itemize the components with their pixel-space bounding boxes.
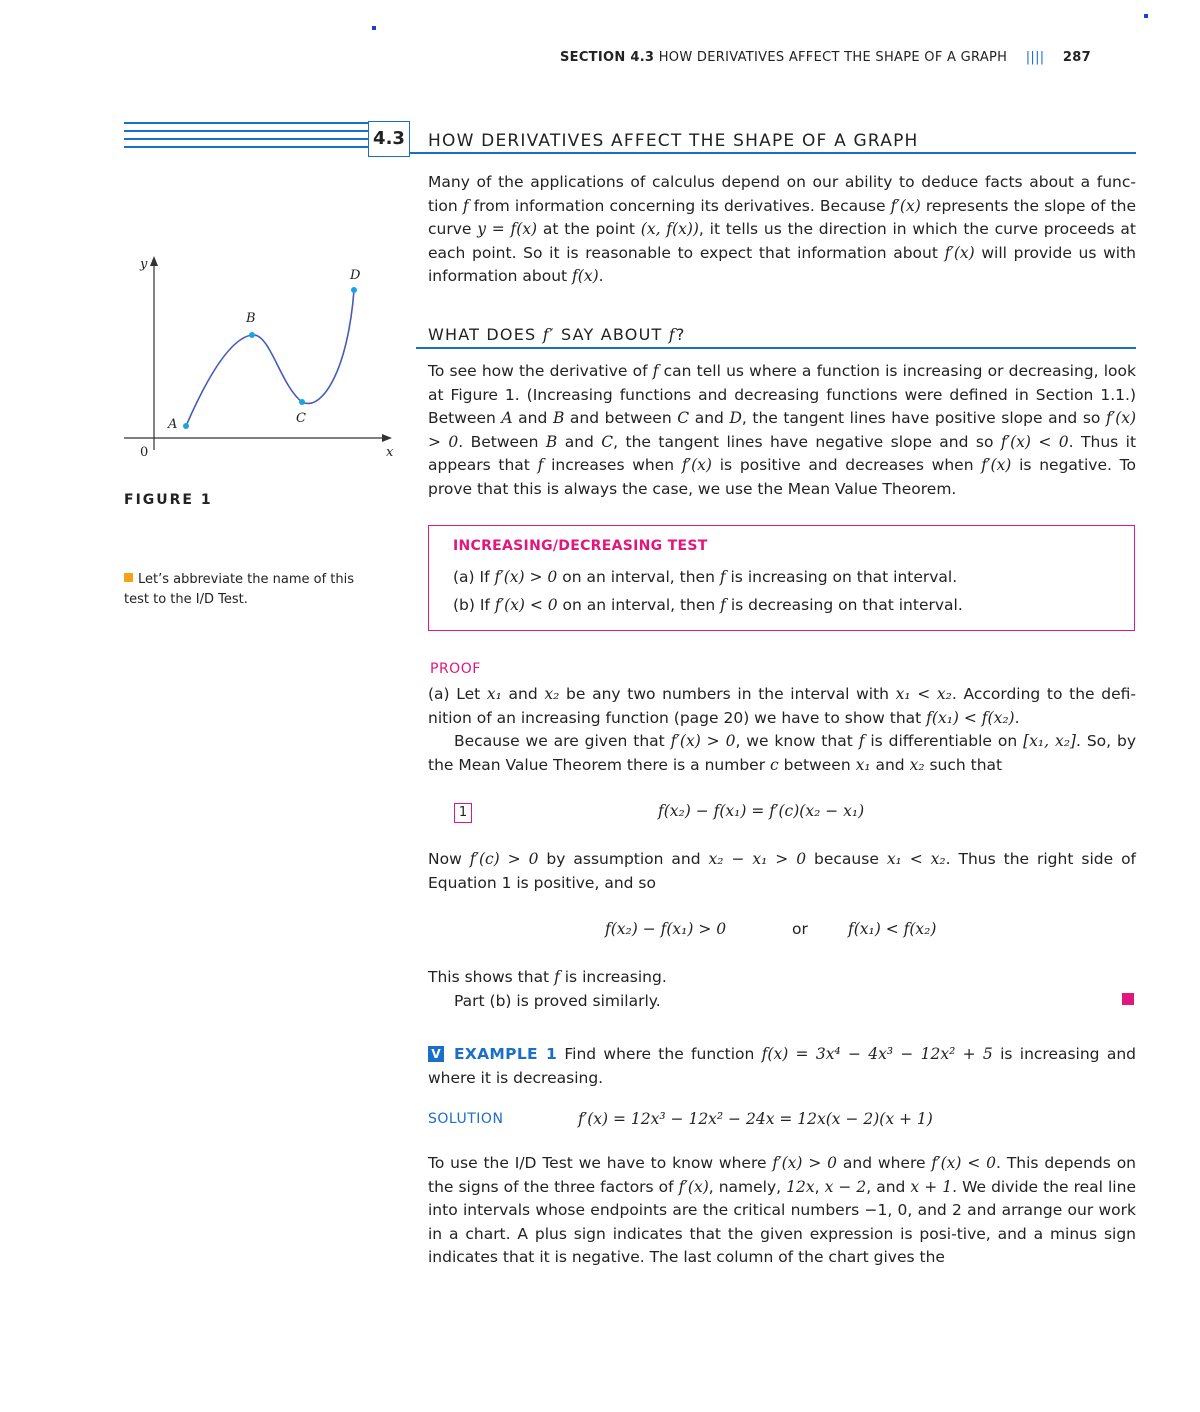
x-axis-label: x bbox=[386, 445, 394, 460]
test-part-a: (a) If f′(x) > 0 on an interval, then f is increasing on that interval. bbox=[453, 568, 958, 586]
solution-label: SOLUTION bbox=[428, 1111, 504, 1127]
crop-mark bbox=[372, 26, 376, 30]
figure-1-graph bbox=[120, 250, 400, 470]
intro-paragraph: Many of the applications of calculus depend on our ability to deduce facts about a func-tion f from information concerning its derivatives. Because f′(x) represents the slope of the curve y = f(x) at the point (x, f(x)), it tells us the direction in which the curve proceeds at each point. So it is reasonable to expect that information about f′(x) will provide us with information about f(x). bbox=[428, 173, 1137, 285]
end-of-proof-mark bbox=[1122, 993, 1134, 1005]
example-1: EXAMPLE 1 Find where the function f(x) = 3x⁴ − 4x³ − 12x² + 5 is increasing and where it is decreasing. bbox=[428, 1045, 1136, 1087]
running-head-title: HOW DERIVATIVES AFFECT THE SHAPE OF A GRAPH bbox=[658, 50, 1008, 65]
label-c: C bbox=[296, 411, 306, 426]
subsection-title: WHAT DOES f′ SAY ABOUT f? bbox=[428, 325, 686, 344]
video-icon: V bbox=[428, 1046, 444, 1062]
header-rule bbox=[124, 138, 368, 140]
equation-number: 1 bbox=[454, 803, 472, 823]
running-head bbox=[560, 50, 1091, 65]
paragraph-figure-discussion: To see how the derivative of f can tell us where a function is increasing or decreasing, look at Figure 1. (Increasing functions and decreasing functions were defined in Section 1.1.) Between A and B and between C and D, the tangent lines have positive slope and so f′(x) > 0. Between B and C, the tangent lines have negative slope and so f′(x) < 0. Thus it appears that f increases when f′(x) is positive and decreases when f′(x) is negative. To prove that this is always the case, we use the Mean Value Theorem. bbox=[428, 362, 1137, 498]
label-b: B bbox=[246, 311, 256, 326]
curve-f bbox=[186, 290, 354, 426]
section-number: 4.3 bbox=[368, 121, 410, 157]
running-head-bars: |||| bbox=[1025, 50, 1045, 65]
section-title: HOW DERIVATIVES AFFECT THE SHAPE OF A GRAPH bbox=[428, 131, 919, 151]
label-a: A bbox=[168, 417, 178, 432]
test-part-b: (b) If f′(x) < 0 on an interval, then f is decreasing on that interval. bbox=[453, 596, 963, 614]
note-bullet-icon bbox=[124, 573, 133, 582]
header-rule bbox=[410, 152, 1136, 154]
proof-conclusion: This shows that f is increasing. Part (b) is proved similarly. bbox=[428, 968, 667, 1010]
test-box-title: INCREASING/DECREASING TEST bbox=[453, 538, 708, 554]
equation-2-or: or bbox=[792, 920, 808, 938]
header-rule bbox=[124, 122, 368, 124]
equation-2-left: f(x₂) − f(x₁) > 0 bbox=[605, 920, 727, 938]
solution-paragraph: To use the I/D Test we have to know where f′(x) > 0 and where f′(x) < 0. This depends on the signs of the three factors of f′(x), namely, 12x, x − 2, and x + 1. We divide the real line into intervals whose endpoints are the critical numbers −1, 0, and 2 and arrange our work in a chart. A plus sign indicates that the given expression is posi-tive, and a minus sign indicates that it is negative. The last column of the chart gives the bbox=[428, 1154, 1136, 1266]
label-d: D bbox=[350, 268, 361, 283]
equation-1: f(x₂) − f(x₁) = f′(c)(x₂ − x₁) bbox=[658, 802, 865, 820]
page-number: 287 bbox=[1062, 50, 1091, 65]
solution-equation: f′(x) = 12x³ − 12x² − 24x = 12x(x − 2)(x + 1) bbox=[578, 1110, 933, 1128]
origin-label: 0 bbox=[140, 445, 149, 460]
y-axis-arrow bbox=[150, 256, 158, 266]
point-c bbox=[299, 399, 305, 405]
header-rule bbox=[124, 146, 368, 148]
proof-label: PROOF bbox=[430, 661, 481, 677]
tangent-segments bbox=[186, 290, 354, 426]
point-a bbox=[183, 423, 189, 429]
increasing-decreasing-test-box bbox=[428, 525, 1135, 631]
y-axis-label: y bbox=[140, 257, 148, 272]
point-d bbox=[351, 287, 357, 293]
proof-paragraph-2: Now f′(c) > 0 by assumption and x₂ − x₁ > 0 because x₁ < x₂. Thus the right side of Equation 1 is positive, and so bbox=[428, 850, 1137, 892]
equation-2-right: f(x₁) < f(x₂) bbox=[848, 920, 937, 938]
margin-note: Let’s abbreviate the name of this test to the I/D Test. bbox=[124, 572, 355, 607]
proof-paragraph: (a) Let x₁ and x₂ be any two numbers in the interval with x₁ < x₂. According to the defi-nition of an increasing function (page 20) we have to show that f(x₁) < f(x₂). Because we are given that f′(x) > 0, we know that f is differentiable on [x₁, x₂]. So, by the Mean Value Theorem there is a number c between x₁ and x₂ such that bbox=[428, 685, 1137, 774]
subsection-rule bbox=[416, 347, 1136, 349]
figure-caption: FIGURE 1 bbox=[124, 492, 213, 508]
running-head-section: SECTION 4.3 bbox=[560, 50, 655, 65]
header-rule bbox=[124, 130, 368, 132]
example-label: EXAMPLE 1 bbox=[454, 1045, 558, 1063]
crop-mark bbox=[1144, 14, 1148, 18]
x-axis-arrow bbox=[382, 434, 392, 442]
point-b bbox=[249, 332, 255, 338]
